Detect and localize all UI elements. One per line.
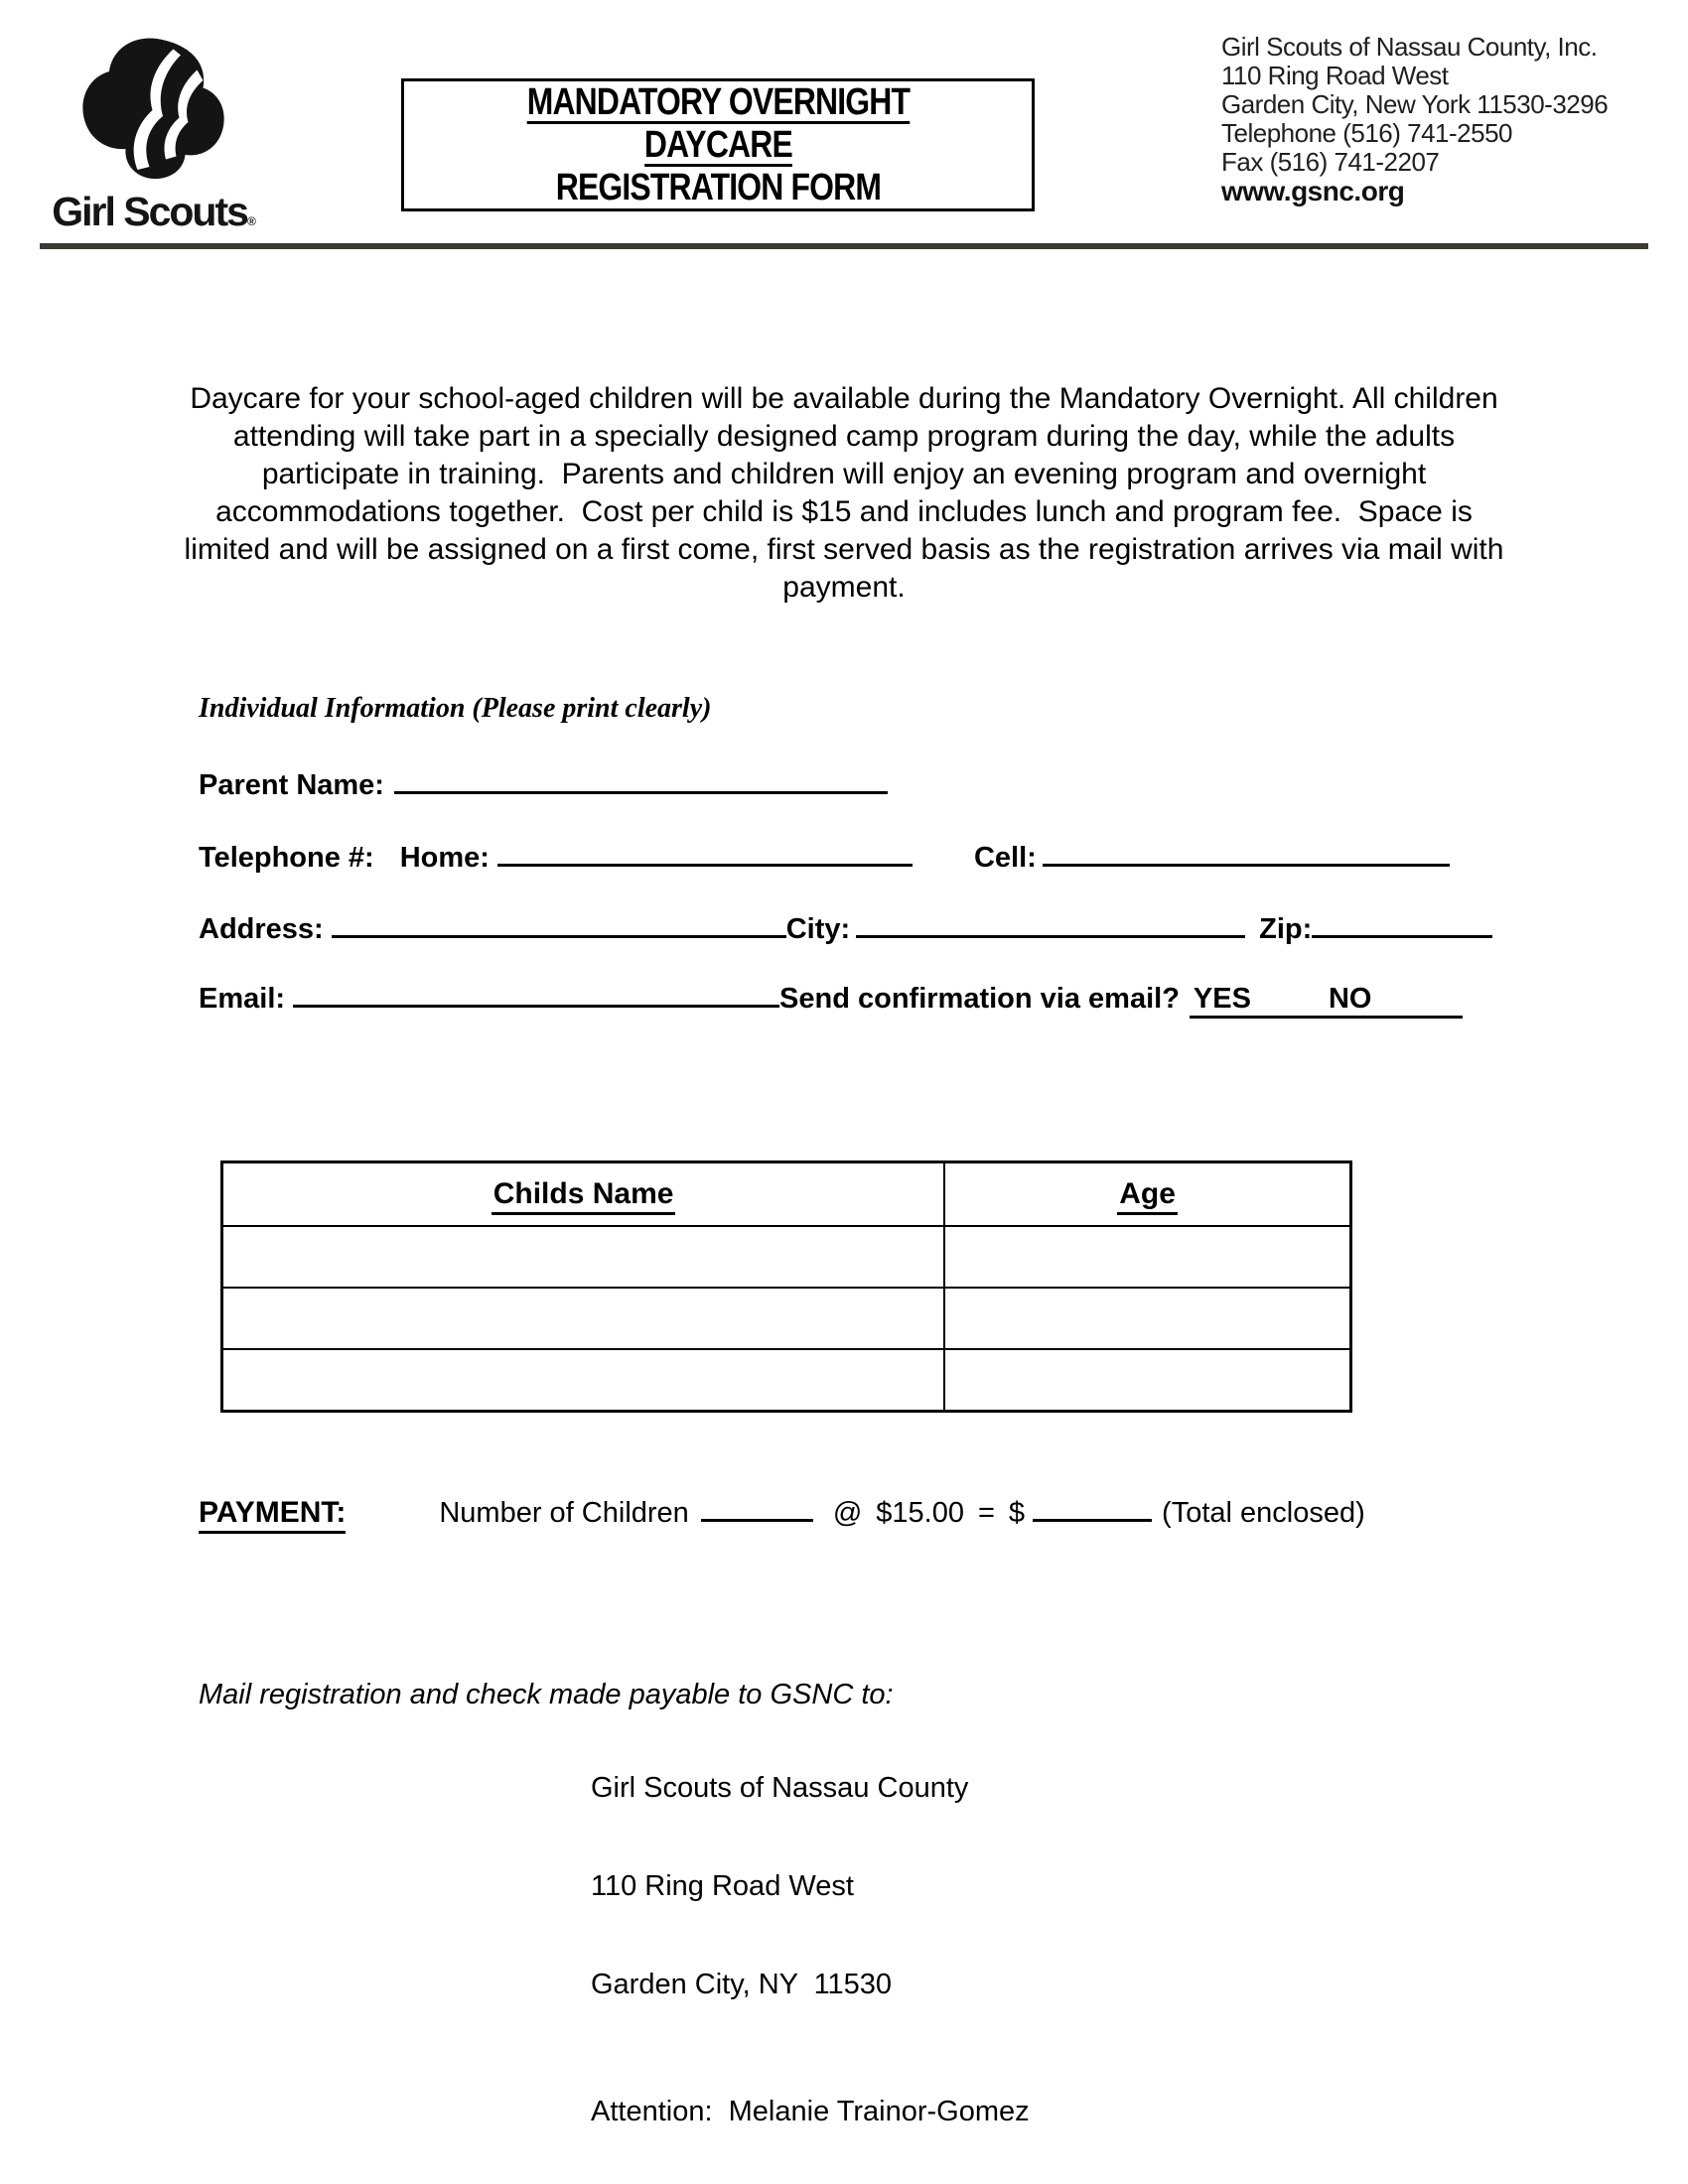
- confirmation-no-blank[interactable]: [1375, 978, 1463, 1008]
- address-row: [199, 901, 1492, 946]
- city-label: City:: [785, 913, 851, 945]
- org-website: www.gsnc.org: [1221, 176, 1405, 206]
- mail-address-org: Girl Scouts of Nassau County: [591, 1772, 969, 1804]
- address-field[interactable]: [332, 901, 786, 938]
- organization-info: [1221, 33, 1608, 205]
- form-title-box: [401, 78, 1035, 211]
- mail-attention: Attention: Melanie Trainor-Gomez: [591, 2096, 1030, 2127]
- org-telephone: Telephone (516) 741-2550: [1221, 118, 1513, 148]
- individual-information-heading: Individual Information (Please print clearly): [199, 693, 712, 724]
- confirmation-choice-group: [1190, 978, 1464, 1019]
- parent-name-row: [199, 757, 888, 802]
- city-field[interactable]: [856, 901, 1245, 938]
- children-table-header-row: [222, 1162, 1351, 1227]
- child-name-cell-1[interactable]: [222, 1226, 945, 1288]
- mail-address-block: [591, 1706, 1030, 2184]
- table-row: [222, 1349, 1351, 1412]
- form-title-line2: DAYCARE: [643, 123, 792, 166]
- age-header: Age: [944, 1162, 1350, 1227]
- rate-per-child: $15.00: [876, 1497, 964, 1529]
- parent-name-field[interactable]: [394, 757, 888, 794]
- mail-address-street: 110 Ring Road West: [591, 1870, 854, 1902]
- email-row: [199, 971, 1463, 1019]
- org-fax: Fax (516) 741-2207: [1221, 147, 1440, 177]
- child-name-cell-2[interactable]: [222, 1288, 945, 1349]
- child-age-cell-3[interactable]: [944, 1349, 1350, 1412]
- zip-label: Zip:: [1259, 913, 1313, 945]
- confirmation-yes-option[interactable]: YES: [1193, 983, 1251, 1015]
- childs-name-header: Childs Name: [222, 1162, 945, 1227]
- org-street: 110 Ring Road West: [1221, 61, 1449, 90]
- child-age-cell-1[interactable]: [944, 1226, 1350, 1288]
- send-confirmation-label: Send confirmation via email?: [779, 983, 1180, 1015]
- home-phone-label: Home:: [399, 842, 490, 874]
- payment-label: PAYMENT:: [199, 1496, 346, 1534]
- telephone-row: [199, 830, 1450, 875]
- number-of-children-field[interactable]: [701, 1485, 813, 1522]
- home-phone-field[interactable]: [497, 830, 913, 867]
- table-row: [222, 1226, 1351, 1288]
- child-name-cell-3[interactable]: [222, 1349, 945, 1412]
- org-city-state-zip: Garden City, New York 11530-3296: [1221, 89, 1609, 119]
- cell-phone-field[interactable]: [1043, 830, 1450, 867]
- org-name: Girl Scouts of Nassau County, Inc.: [1221, 32, 1598, 62]
- total-enclosed-label: (Total enclosed): [1162, 1497, 1365, 1529]
- total-enclosed-field[interactable]: [1033, 1485, 1152, 1522]
- intro-paragraph: Daycare for your school-aged children will be available during the Mandatory Overnight. All children attending will take part in a specially designed camp program during the day, while the adults participate in training. Parents and children will enjoy an evening program and overnight accommodations together. Cost per child is $15 and includes lunch and program fee. Space is limited and will be assigned on a first come, first served basis as the registration arrives via mail with payment.: [184, 382, 1512, 604]
- email-label: Email:: [199, 983, 286, 1015]
- confirmation-yes-blank[interactable]: [1255, 978, 1325, 1008]
- address-label: Address:: [199, 913, 324, 945]
- number-of-children-label: Number of Children: [439, 1497, 689, 1529]
- girl-scouts-logo: [46, 36, 262, 235]
- equals-sign: =: [977, 1497, 995, 1529]
- telephone-label: Telephone #:: [199, 842, 374, 874]
- header-divider-rule: [40, 243, 1648, 249]
- children-table: [220, 1160, 1352, 1413]
- cell-phone-label: Cell:: [973, 842, 1037, 874]
- at-symbol: @: [832, 1497, 863, 1529]
- payment-row: [199, 1485, 1365, 1534]
- dollar-sign: $: [1008, 1497, 1026, 1529]
- form-title-line1: MANDATORY OVERNIGHT: [526, 80, 910, 123]
- form-title-line3: REGISTRATION FORM: [555, 166, 881, 208]
- email-field[interactable]: [293, 971, 779, 1008]
- girl-scouts-wordmark: Girl Scouts®: [52, 189, 256, 234]
- registered-trademark: ®: [246, 214, 256, 228]
- parent-name-label: Parent Name:: [199, 769, 384, 801]
- table-row: [222, 1288, 1351, 1349]
- mail-instruction: Mail registration and check made payable to GSNC to:: [199, 1679, 894, 1710]
- child-age-cell-2[interactable]: [944, 1288, 1350, 1349]
- zip-field[interactable]: [1312, 901, 1492, 938]
- confirmation-no-option[interactable]: NO: [1328, 983, 1372, 1015]
- mail-address-city: Garden City, NY 11530: [591, 1969, 893, 2000]
- girl-scouts-trefoil-icon: [78, 36, 229, 185]
